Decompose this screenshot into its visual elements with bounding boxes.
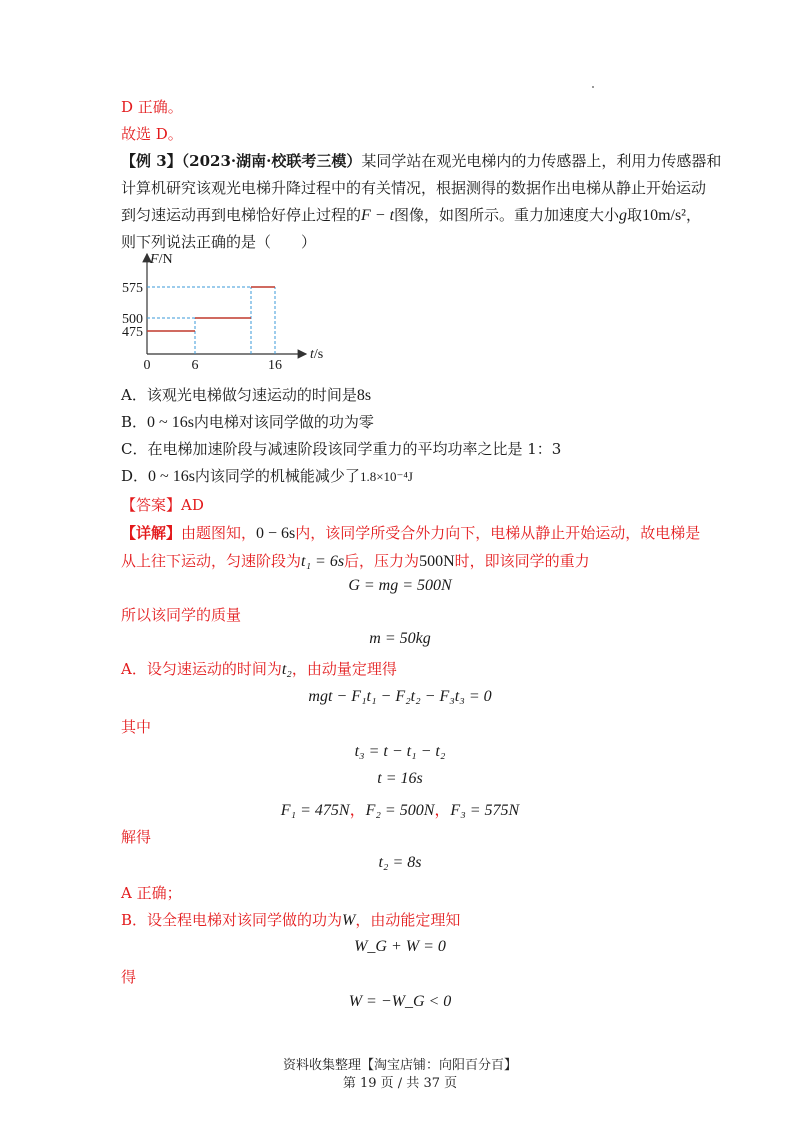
analysis-a-t2: t₂ bbox=[281, 661, 292, 678]
option-a[interactable] bbox=[121, 384, 371, 405]
option-d-energy: 1.8×10⁻⁴J bbox=[359, 469, 413, 484]
x-tick-6: 6 bbox=[191, 358, 199, 370]
de-text: 得 bbox=[121, 968, 137, 986]
solve-text: 解得 bbox=[121, 828, 152, 846]
question-line-3 bbox=[121, 204, 701, 225]
question-line-1 bbox=[121, 150, 721, 171]
footer-source: 资料收集整理【淘宝店铺：向阳百分百】 bbox=[282, 1058, 517, 1073]
a-correct-text: A 正确； bbox=[121, 884, 182, 902]
analysis-range: 0 − 6s bbox=[256, 525, 296, 542]
question-line-4: 则下列说法正确的是（ ） bbox=[121, 233, 317, 251]
analysis-b-w: W bbox=[342, 912, 356, 929]
x-axis-label: t/s bbox=[310, 347, 324, 362]
question-text-3a: 到匀速运动再到电梯恰好停止过程的 bbox=[121, 206, 362, 224]
option-b[interactable] bbox=[121, 411, 374, 432]
where-text: 其中 bbox=[121, 718, 152, 736]
option-b-text: 内电梯对该同学做的功为零 bbox=[193, 413, 374, 431]
eq-t2: t₂ = 8s bbox=[378, 854, 422, 871]
question-text-3b: 图像，如图所示。重力加速度大小 bbox=[394, 206, 620, 224]
comma-2: ， bbox=[434, 802, 451, 819]
g-symbol: g bbox=[619, 207, 628, 224]
eq-mass: m = 50kg bbox=[369, 630, 431, 647]
question-source: （2023·湖南·校联考三模） bbox=[181, 152, 362, 170]
analysis-t1: t₁ = 6s bbox=[301, 553, 345, 570]
x-tick-0: 0 bbox=[143, 358, 151, 370]
y-tick-475: 475 bbox=[122, 325, 143, 340]
analysis-text-1b: 内，该同学所受合外力向下，电梯从静止开始运动，故电梯是 bbox=[295, 524, 701, 542]
question-text-1: 某同学站在观光电梯内的力传感器上，利用力传感器和 bbox=[361, 152, 722, 170]
y-axis-label: F/N bbox=[150, 252, 173, 267]
option-a-value: 8s bbox=[356, 387, 372, 404]
analysis-b-line bbox=[121, 909, 460, 930]
ft-symbol: F − t bbox=[361, 207, 395, 224]
option-b-prefix: B． bbox=[121, 413, 148, 431]
option-d-range: 0 ~ 16s bbox=[148, 468, 195, 485]
chart-dashed-guides bbox=[147, 287, 275, 354]
analysis-line-1 bbox=[121, 522, 700, 543]
g-value: 10m/s² bbox=[642, 207, 686, 224]
answer-label: 【答案】AD bbox=[121, 496, 204, 514]
analysis-text-2c: 时，即该同学的重力 bbox=[454, 552, 590, 570]
example-tag: 【例 3】 bbox=[121, 152, 182, 170]
eq-t: t = 16s bbox=[377, 770, 423, 787]
option-d-prefix: D． bbox=[121, 467, 149, 485]
eq-f2: F₂ = 500N bbox=[365, 802, 435, 819]
eq-f1: F₁ = 475N bbox=[280, 802, 350, 819]
analysis-text-2b: 后，压力为 bbox=[344, 552, 420, 570]
chart-series bbox=[147, 287, 275, 331]
analysis-b-text2: ，由动能定理知 bbox=[355, 911, 461, 929]
question-text-3c: 取 bbox=[627, 206, 643, 224]
ft-chart bbox=[110, 248, 350, 370]
analysis-text-1a: 由题图知， bbox=[181, 524, 257, 542]
eq-momentum: mgt − F₁t₁ − F₂t₂ − F₃t₃ = 0 bbox=[308, 688, 492, 705]
option-d[interactable] bbox=[121, 465, 413, 486]
analysis-b-text: B．设全程电梯对该同学做的功为 bbox=[121, 911, 343, 929]
analysis-a-line bbox=[121, 658, 397, 679]
option-d-text: 内该同学的机械能减少了 bbox=[194, 467, 360, 485]
y-tick-575: 575 bbox=[122, 281, 143, 296]
eq-weight: G = mg = 500N bbox=[348, 577, 452, 594]
option-a-text: A．该观光电梯做匀速运动的时间是 bbox=[121, 386, 357, 404]
analysis-500n: 500N bbox=[419, 553, 455, 570]
choose-d-text: 故选 D。 bbox=[121, 125, 183, 143]
analysis-line-2 bbox=[121, 550, 590, 571]
y-tick-500: 500 bbox=[122, 312, 143, 327]
eq-energy: W_G + W = 0 bbox=[354, 938, 446, 955]
option-c[interactable]: C．在电梯加速阶段与减速阶段该同学重力的平均功率之比是 1：3 bbox=[121, 440, 562, 458]
comma-1: ， bbox=[349, 802, 366, 819]
mass-text: 所以该同学的质量 bbox=[121, 606, 242, 624]
eq-w: W = −W_G < 0 bbox=[348, 993, 452, 1010]
x-tick-16: 16 bbox=[268, 358, 282, 370]
eq-f3: F₃ = 575N bbox=[450, 802, 520, 819]
analysis-text-2a: 从上往下运动，匀速阶段为 bbox=[121, 552, 302, 570]
question-line-2: 计算机研究该观光电梯升降过程中的有关情况，根据测得的数据作出电梯从静止开始运动 bbox=[121, 179, 707, 197]
analysis-a-text: A．设匀速运动的时间为 bbox=[121, 660, 282, 678]
eq-t3: t₃ = t − t₁ − t₂ bbox=[354, 743, 446, 760]
question-text-3d: ， bbox=[685, 206, 701, 224]
footer-page: 第 19 页 / 共 37 页 bbox=[342, 1076, 458, 1091]
d-correct-text: D 正确。 bbox=[121, 98, 183, 116]
analysis-tag: 【详解】 bbox=[121, 524, 182, 542]
stray-dot bbox=[592, 86, 594, 88]
analysis-a-text2: ，由动量定理得 bbox=[291, 660, 397, 678]
eq-forces bbox=[0, 797, 800, 820]
option-b-range: 0 ~ 16s bbox=[147, 414, 194, 431]
